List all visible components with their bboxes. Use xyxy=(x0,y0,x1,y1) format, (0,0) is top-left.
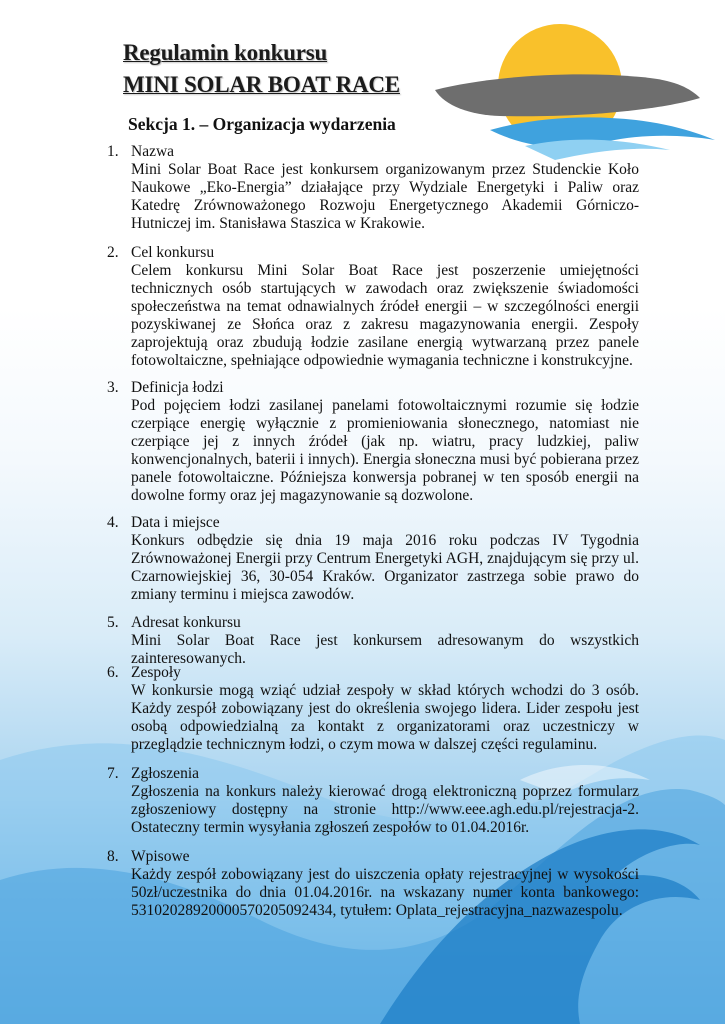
item-text: Konkurs odbędzie się dnia 19 maja 2016 roku podczas IV Tygodnia Zrównoważonej Energii przy Centrum Energetyki AGH, znajdującym się przy ul. Czarnowiejskiej 36, 30-054 Kraków. Organizator zastrzega sobie prawo do zmiany terminu i miejsca zawodów. xyxy=(131,532,639,603)
section-title: Sekcja 1. – Organizacja wydarzenia xyxy=(128,114,396,134)
item-text: Celem konkursu Mini Solar Boat Race jest poszerzenie umiejętności technicznych osób startujących w zawodach oraz zwiększenie świadomości społeczeństwa na temat odnawialnych źródeł energii – w szczególności energii pozyskiwanej ze Słońca oraz z zakresu magazynowania energii. Zespoły zaprojektują oraz zbudują łodzie zasilane energią wytwarzaną przez panele fotowoltaiczne, spełniające odpowiednie wymagania techniczne i konstrukcyjne. xyxy=(131,262,639,369)
item-text: Pod pojęciem łodzi zasilanej panelami fotowoltaicznymi rozumie się łodzie czerpiące energię wyłącznie z promieniowania słonecznego, natomiast nie czerpiące jej z innych źródeł (jak np. wiatru, pracy ludzkiej, paliw konwencjonalnych, baterii i innych). Energia słoneczna musi być pobierana przez panele fotowoltaiczne. Późniejsza konwersja pobranej w ten sposób energii na dowolne formy oraz jej magazynowanie są dozwolone. xyxy=(131,397,639,504)
item-text: W konkursie mogą wziąć udział zespoły w skład których wchodzi do 3 osób. Każdy zespół zobowiązany jest do określenia swojego lidera. Lider zespołu jest osobą odpowiedzialną za kontakt z organizatorami oraz uczestniczy w przeglądzie technicznym łodzi, o czym mowa w dalszej części regulaminu. xyxy=(131,682,639,753)
item-heading: Definicja łodzi xyxy=(131,379,224,396)
item-heading: Zespoły xyxy=(131,664,181,681)
item-heading: Cel konkursu xyxy=(131,244,215,261)
item-number: 8. xyxy=(107,848,119,865)
item-number: 4. xyxy=(107,514,119,531)
item-number: 1. xyxy=(107,143,119,160)
item-heading: Wpisowe xyxy=(131,848,190,865)
item-heading: Data i miejsce xyxy=(131,514,220,531)
item-number: 3. xyxy=(107,379,119,396)
item-text: Każdy zespół zobowiązany jest do uiszczenia opłaty rejestracyjnej w wysokości 50zł/uczestnika do dnia 01.04.2016r. na wskazany numer konta bankowego: 53102028920000570205092434, tytułem: Oplata_rejestracyjna_nazwazespolu. xyxy=(131,866,639,919)
item-text: Mini Solar Boat Race jest konkursem organizowanym przez Studenckie Koło Naukowe „Eko-Energia” działające przy Wydziale Energetyki i Paliw oraz Katedrę Zrównoważonego Rozwoju Energetycznego Akademii Górniczo-Hutniczej im. Stanisława Staszica w Krakowie. xyxy=(131,161,639,232)
item-number: 6. xyxy=(107,664,119,681)
item-heading: Zgłoszenia xyxy=(131,765,200,782)
document-title-line2: MINI SOLAR BOAT RACE xyxy=(123,72,400,97)
item-heading: Nazwa xyxy=(131,143,175,160)
document-title-line1: Regulamin konkursu xyxy=(123,40,328,65)
item-number: 2. xyxy=(107,244,119,261)
item-text: Mini Solar Boat Race jest konkursem adresowanym do wszystkich zainteresowanych. xyxy=(131,632,639,667)
item-text: Zgłoszenia na konkurs należy kierować drogą elektroniczną poprzez formularz zgłoszeniowy dostępny na stronie http://www.eee.agh.edu.pl/rejestracja-2. Ostateczny termin wysyłania zgłoszeń zespołów to 01.04.2016r. xyxy=(131,783,639,836)
item-number: 5. xyxy=(107,614,119,631)
item-heading: Adresat konkursu xyxy=(131,614,241,631)
item-number: 7. xyxy=(107,765,119,782)
